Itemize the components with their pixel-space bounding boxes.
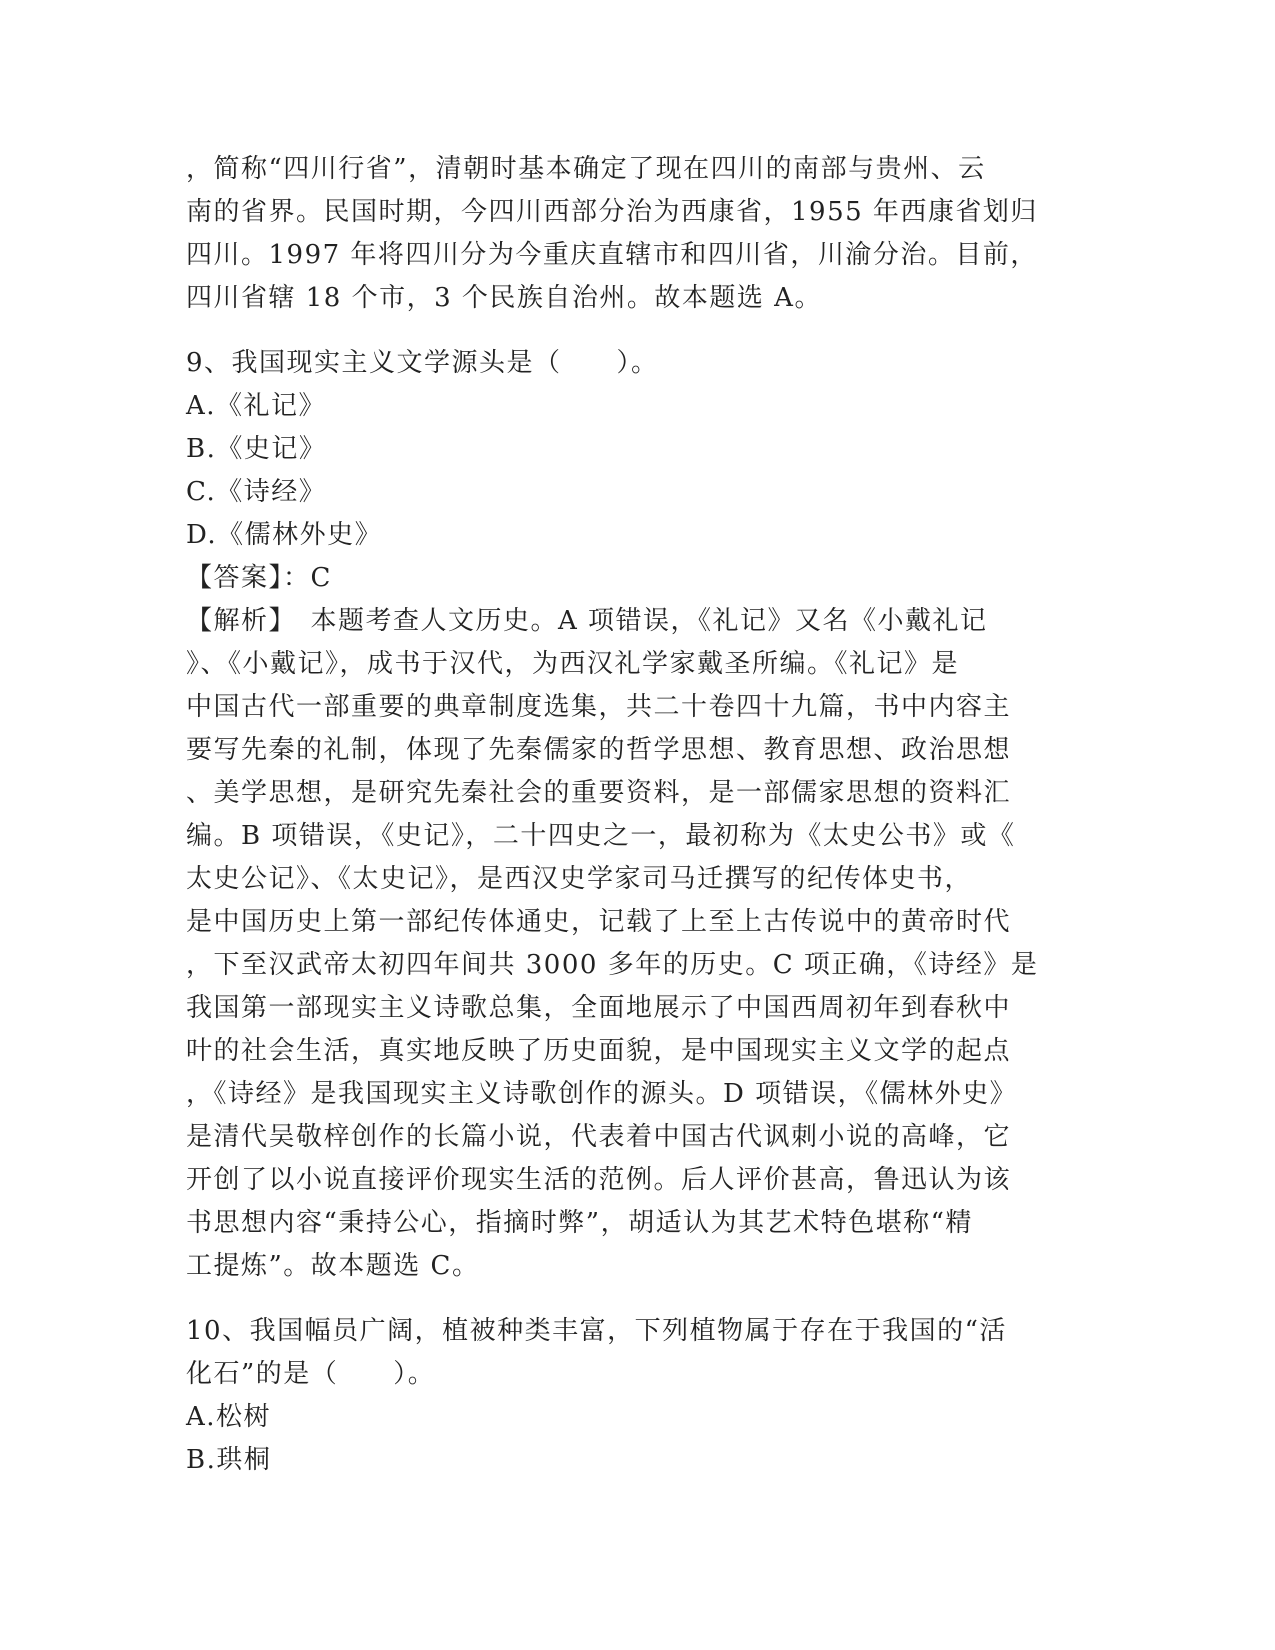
option-a: A.松树 xyxy=(186,1402,272,1432)
question-9 xyxy=(186,342,1086,1288)
option-a: A.《礼记》 xyxy=(186,391,327,421)
question-stem: 9、我国现实主义文学源头是（ ）。 xyxy=(186,348,659,378)
analysis-line: ，下至汉武帝太初四年间共 3000 多年的历史。C 项正确，《诗经》是 xyxy=(186,950,1039,980)
option-b: B.《史记》 xyxy=(186,434,327,464)
option-c: C.《诗经》 xyxy=(186,477,327,507)
analysis-line: 工提炼”。故本题选 C。 xyxy=(186,1251,480,1281)
answer-line: 【答案】：C xyxy=(186,563,332,593)
analysis-line: 叶的社会生活，真实地反映了历史面貌，是中国现实主义文学的起点 xyxy=(186,1036,1012,1066)
analysis-line: 要写先秦的礼制，体现了先秦儒家的哲学思想、教育思想、政治思想 xyxy=(186,735,1012,765)
explanation-line: 四川。1997 年将四川分为今重庆直辖市和四川省，川渝分治。目前， xyxy=(186,240,1038,270)
document-page xyxy=(186,148,1086,1482)
option-d: D.《儒林外史》 xyxy=(186,520,383,550)
explanation-line: 南的省界。民国时期，今四川西部分治为西康省，1955 年西康省划归 xyxy=(186,197,1038,227)
explanation-line: 四川省辖 18 个市，3 个民族自治州。故本题选 A。 xyxy=(186,283,822,313)
question-10 xyxy=(186,1310,1086,1482)
question-stem: 化石”的是（ ）。 xyxy=(186,1359,436,1389)
explanation-line: ，简称“四川行省”，清朝时基本确定了现在四川的南部与贵州、云 xyxy=(186,154,986,184)
analysis-line: 是清代吴敬梓创作的长篇小说，代表着中国古代讽刺小说的高峰，它 xyxy=(186,1122,1012,1152)
analysis-line: ，《诗经》是我国现实主义诗歌创作的源头。D 项错误，《儒林外史》 xyxy=(186,1079,1018,1109)
analysis-line: 太史公记》、《太史记》，是西汉史学家司马迁撰写的纪传体史书， xyxy=(186,864,973,894)
analysis-line: 书思想内容“秉持公心，指摘时弊”，胡适认为其艺术特色堪称“精 xyxy=(186,1208,973,1238)
intro-explanation xyxy=(186,148,1086,320)
analysis-line: 我国第一部现实主义诗歌总集，全面地展示了中国西周初年到春秋中 xyxy=(186,993,1012,1023)
analysis-line: 【解析】 本题考查人文历史。A 项错误，《礼记》又名《小戴礼记 xyxy=(186,606,988,636)
analysis-line: 中国古代一部重要的典章制度选集，共二十卷四十九篇，书中内容主 xyxy=(186,692,1012,722)
option-b: B.珙桐 xyxy=(186,1445,272,1475)
analysis-line: 、美学思想，是研究先秦社会的重要资料，是一部儒家思想的资料汇 xyxy=(186,778,1012,808)
analysis-line: 编。B 项错误，《史记》，二十四史之一，最初称为《太史公书》或《 xyxy=(186,821,1016,851)
analysis-line: 》、《小戴记》，成书于汉代，为西汉礼学家戴圣所编。《礼记》是 xyxy=(186,649,960,679)
question-stem: 10、我国幅员广阔，植被种类丰富，下列植物属于存在于我国的“活 xyxy=(186,1316,1007,1346)
analysis-line: 是中国历史上第一部纪传体通史，记载了上至上古传说中的黄帝时代 xyxy=(186,907,1012,937)
analysis-line: 开创了以小说直接评价现实生活的范例。后人评价甚高，鲁迅认为该 xyxy=(186,1165,1012,1195)
